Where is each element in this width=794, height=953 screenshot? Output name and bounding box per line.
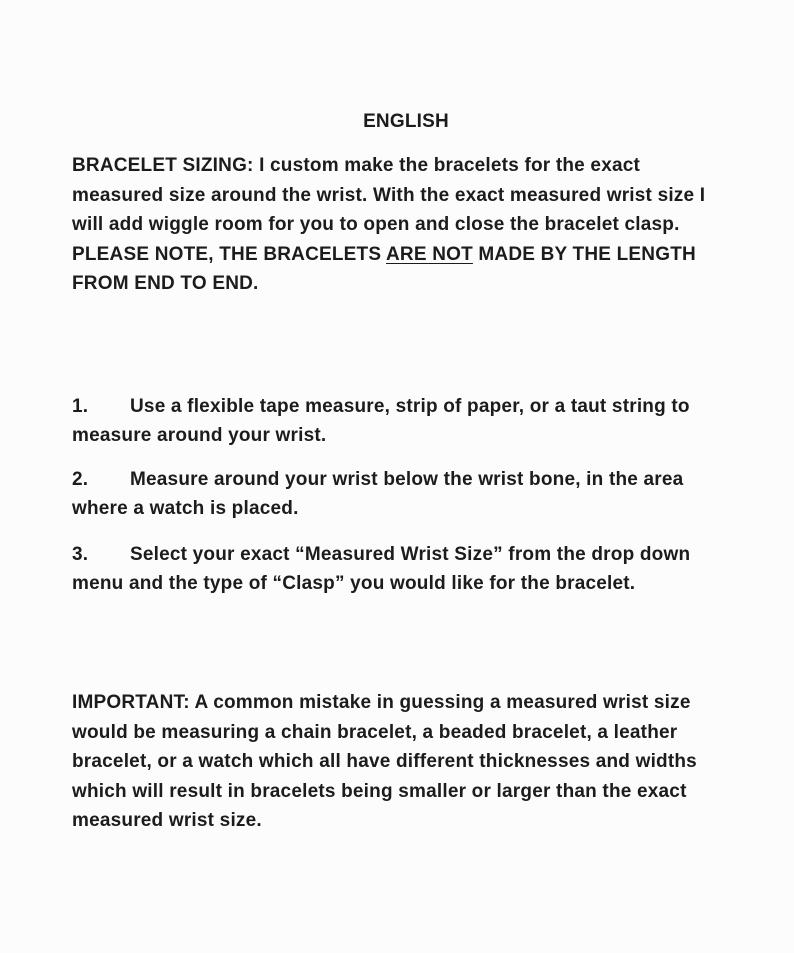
step-3-text: Select your exact “Measured Wrist Size” from the drop down menu and the type of “Clasp” you would like for the bracelet. xyxy=(72,544,691,594)
step-1-text: Use a flexible tape measure, strip of paper, or a taut string to measure around your wrist. xyxy=(72,396,690,446)
step-1-number: 1. xyxy=(72,396,89,417)
sizing-underlined-text: ARE NOT xyxy=(386,243,473,265)
step-3-number: 3. xyxy=(72,544,89,565)
page-heading: ENGLISH xyxy=(363,111,449,132)
step-2-number: 2. xyxy=(72,469,89,490)
step-1 xyxy=(72,392,732,450)
sizing-text-part2: MADE BY THE LENGTH FROM END TO END. xyxy=(72,243,696,294)
step-2 xyxy=(72,465,732,523)
sizing-text-part1: BRACELET SIZING: I custom make the bracelets for the exact measured size around the wrist. With the exact measured wrist size I will add wiggle room for you to open and close the bracelet clasp. PLEASE NOTE, THE BRACELETS xyxy=(72,155,706,265)
step-3 xyxy=(72,540,732,598)
important-paragraph: IMPORTANT: A common mistake in guessing a measured wrist size would be measuring a chain bracelet, a beaded bracelet, a leather bracelet, or a watch which all have different thicknesses and widths which will result in bracelets being smaller or larger than the exact measured wrist size. xyxy=(72,692,697,831)
bracelet-sizing-paragraph xyxy=(72,151,722,299)
step-2-text: Measure around your wrist below the wrist bone, in the area where a watch is placed. xyxy=(72,469,684,519)
